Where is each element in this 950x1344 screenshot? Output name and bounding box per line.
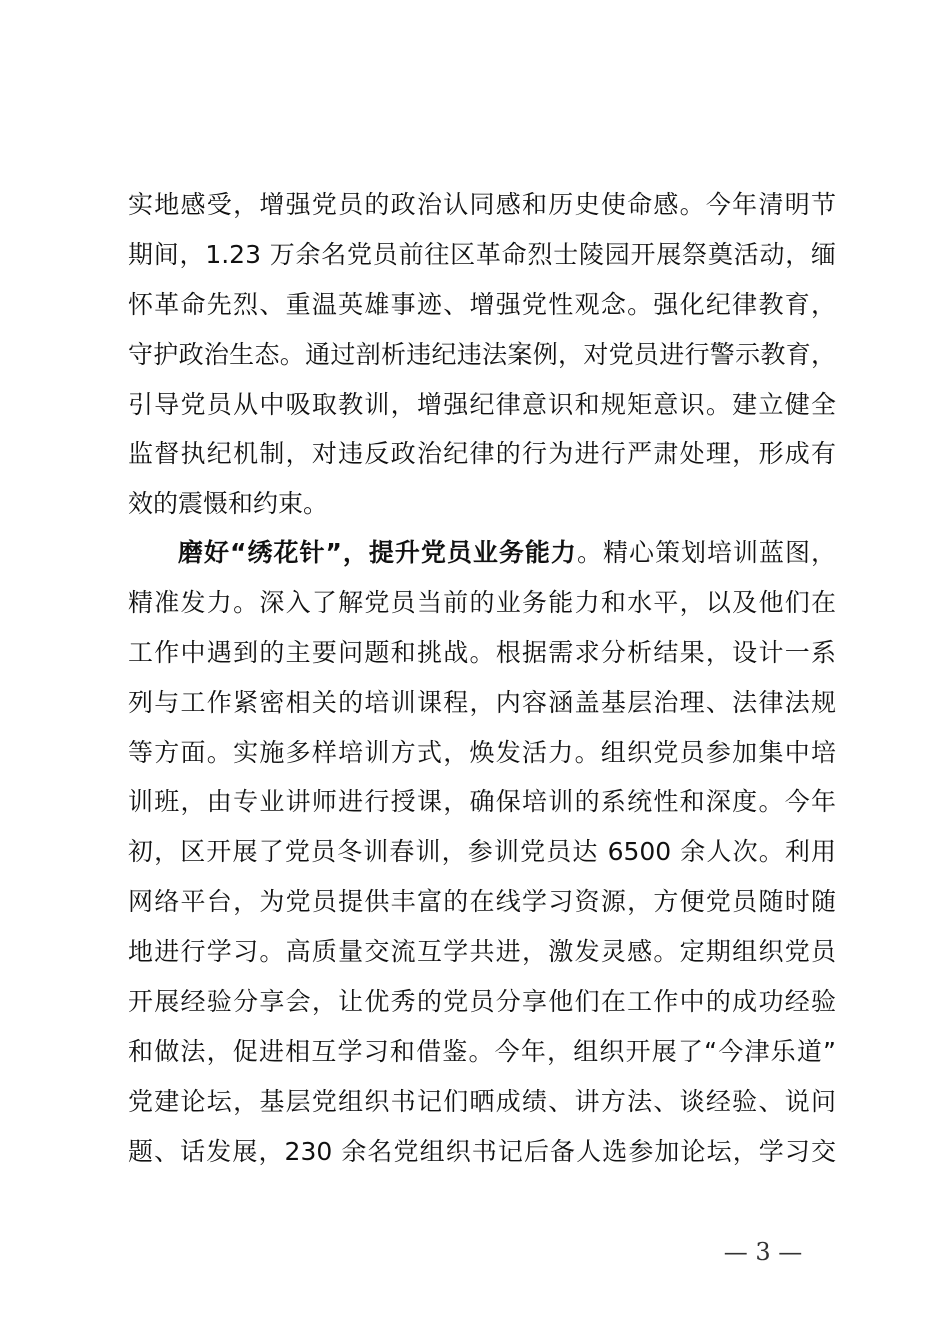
text-line: 地进行学习。高质量交流互学共进，激发灵感。定期组织党员	[128, 937, 836, 967]
paragraph-2	[128, 528, 836, 1177]
text-line: 党建论坛，基层党组织书记们晒成绩、讲方法、谈经验、说问	[128, 1086, 836, 1116]
text-line: 怀革命先烈、重温英雄事迹、增强党性观念。强化纪律教育，	[128, 289, 836, 319]
paragraph-1	[128, 180, 836, 529]
text-line: 训班，由专业讲师进行授课，确保培训的系统性和深度。今年	[128, 787, 836, 817]
paragraph-first-line	[128, 528, 836, 578]
text-line: 初，区开展了党员冬训春训，参训党员达 6500 余人次。利用	[128, 837, 836, 867]
text-line: 守护政治生态。通过剖析违纪违法案例，对党员进行警示教育，	[128, 339, 836, 369]
page-number: — 3 —	[723, 1238, 803, 1266]
text-line: 列与工作紧密相关的培训课程，内容涵盖基层治理、法律法规	[128, 687, 836, 717]
text-line: 实地感受，增强党员的政治认同感和历史使命感。今年清明节	[128, 190, 836, 219]
text-line: 网络平台，为党员提供丰富的在线学习资源，方便党员随时随	[128, 887, 836, 917]
text-line: 精准发力。深入了解党员当前的业务能力和水平，以及他们在	[128, 587, 836, 617]
text-line: 引导党员从中吸取教训，增强纪律意识和规矩意识。建立健全	[128, 389, 836, 419]
text-line: 期间，1.23 万余名党员前往区革命烈士陵园开展祭奠活动，缅	[128, 239, 836, 269]
text-line: 工作中遇到的主要问题和挑战。根据需求分析结果，设计一系	[128, 637, 836, 667]
text-line: 题、话发展，230 余名党组织书记后备人选参加论坛，学习交	[128, 1136, 836, 1166]
text-run: 。精心策划培训蓝图，	[576, 538, 836, 567]
text-line: 和做法，促进相互学习和借鉴。今年，组织开展了“今津乐道”	[128, 1036, 836, 1066]
text-line: 等方面。实施多样培训方式，焕发活力。组织党员参加集中培	[128, 737, 836, 767]
paragraph-heading: 磨好“绣花针”，提升党员业务能力	[178, 538, 577, 567]
text-line: 开展经验分享会，让优秀的党员分享他们在工作中的成功经验	[128, 987, 836, 1017]
text-line: 监督执纪机制，对违反政治纪律的行为进行严肃处理，形成有	[128, 439, 836, 469]
text-line: 效的震慑和约束。	[128, 489, 329, 519]
